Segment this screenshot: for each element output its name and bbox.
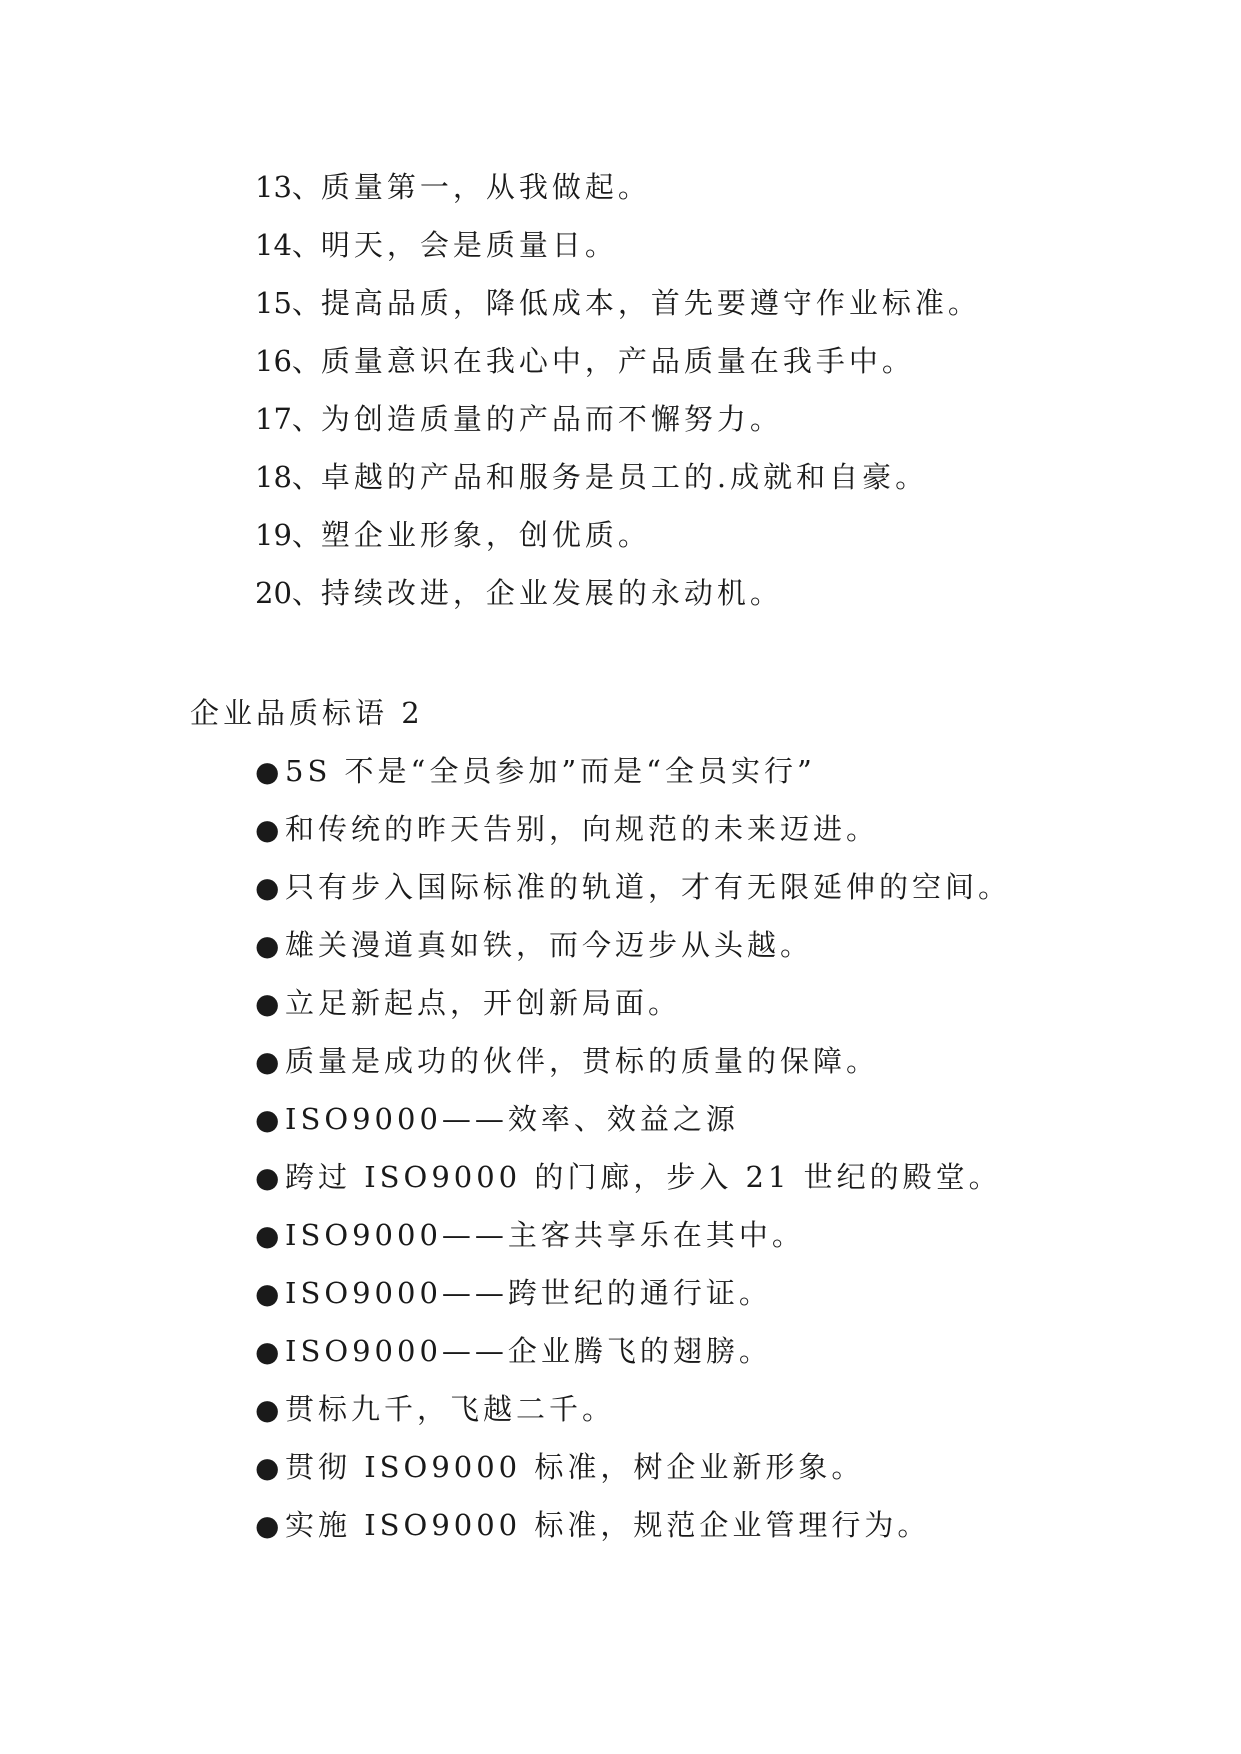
list-item (255, 274, 981, 332)
bullet-icon: ● (255, 1451, 280, 1484)
bullet-icon: ● (255, 871, 280, 904)
list-item (255, 742, 1011, 800)
bullet-icon: ● (255, 929, 280, 962)
list-item (255, 800, 1011, 858)
bullet-icon: ● (255, 1335, 280, 1368)
item-number: 19、 (255, 518, 321, 552)
bullet-slogan-list (255, 742, 1011, 1554)
item-number: 20、 (255, 576, 321, 610)
item-text: 只有步入国际标准的轨道，才有无限延伸的空间。 (285, 870, 1012, 904)
item-text: 质量是成功的伙伴，贯标的质量的保障。 (285, 1044, 880, 1078)
item-text: 5S 不是“全员参加”而是“全员实行” (285, 754, 816, 788)
item-number: 14、 (255, 228, 321, 262)
item-text: ISO9000——效率、效益之源 (285, 1102, 739, 1136)
list-item (255, 564, 981, 622)
list-item (255, 1264, 1011, 1322)
item-number: 15、 (255, 286, 321, 320)
item-text: ISO9000——跨世纪的通行证。 (285, 1276, 772, 1310)
item-text: 立足新起点，开创新局面。 (285, 986, 682, 1020)
list-item (255, 916, 1011, 974)
item-text: 质量意识在我心中，产品质量在我手中。 (320, 344, 915, 378)
list-item (255, 1090, 1011, 1148)
bullet-icon: ● (255, 1219, 280, 1252)
list-item (255, 216, 981, 274)
list-item (255, 158, 981, 216)
item-text: 和传统的昨天告别，向规范的未来迈进。 (285, 812, 880, 846)
item-text: 贯彻 ISO9000 标准，树企业新形象。 (285, 1450, 865, 1484)
item-text: 质量第一，从我做起。 (320, 170, 651, 204)
item-text: 实施 ISO9000 标准，规范企业管理行为。 (285, 1508, 931, 1542)
list-item (255, 1322, 1011, 1380)
item-number: 13、 (255, 170, 321, 204)
bullet-icon: ● (255, 813, 280, 846)
item-text: 明天，会是质量日。 (320, 228, 618, 262)
item-number: 18、 (255, 460, 321, 494)
list-item (255, 332, 981, 390)
bullet-icon: ● (255, 1161, 280, 1194)
item-text: 跨过 ISO9000 的门廊，步入 21 世纪的殿堂。 (285, 1160, 1002, 1194)
bullet-icon: ● (255, 1277, 280, 1310)
list-item (255, 1206, 1011, 1264)
bullet-icon: ● (255, 1103, 280, 1136)
item-text: 提高品质，降低成本，首先要遵守作业标准。 (320, 286, 981, 320)
bullet-icon: ● (255, 987, 280, 1020)
list-item (255, 1032, 1011, 1090)
item-text: 雄关漫道真如铁，而今迈步从头越。 (285, 928, 814, 962)
list-item (255, 448, 981, 506)
item-text: 塑企业形象，创优质。 (320, 518, 651, 552)
item-text: 贯标九千，飞越二千。 (285, 1392, 616, 1426)
bullet-icon: ● (255, 1045, 280, 1078)
list-item (255, 974, 1011, 1032)
list-item (255, 1148, 1011, 1206)
item-text: ISO9000——企业腾飞的翅膀。 (285, 1334, 772, 1368)
item-text: 为创造质量的产品而不懈努力。 (320, 402, 783, 436)
bullet-icon: ● (255, 755, 280, 788)
list-item (255, 506, 981, 564)
list-item (255, 390, 981, 448)
list-item (255, 858, 1011, 916)
numbered-slogan-list (255, 158, 981, 622)
list-item (255, 1380, 1011, 1438)
item-text: 卓越的产品和服务是员工的.成就和自豪。 (320, 460, 929, 494)
list-item (255, 1438, 1011, 1496)
bullet-icon: ● (255, 1509, 280, 1542)
item-text: 持续改进，企业发展的永动机。 (320, 576, 783, 610)
section-title: 企业品质标语 2 (190, 696, 424, 730)
item-text: ISO9000——主客共享乐在其中。 (285, 1218, 805, 1252)
list-item (255, 1496, 1011, 1554)
bullet-icon: ● (255, 1393, 280, 1426)
item-number: 17、 (255, 402, 321, 436)
item-number: 16、 (255, 344, 321, 378)
